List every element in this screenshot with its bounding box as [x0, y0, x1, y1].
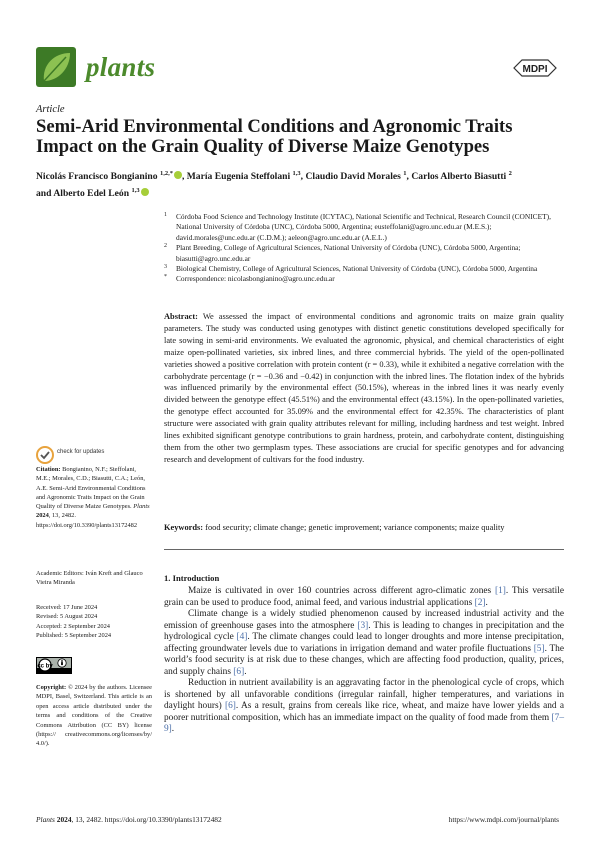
citation-journal: Plants [133, 503, 150, 511]
author-name: Carlos Alberto Biasutti [411, 171, 507, 183]
affiliation-number: 2 [164, 243, 167, 250]
author-affil-sup: 1 [403, 170, 407, 177]
copyright-notice [36, 683, 152, 749]
author-affil-sup: 1,3 [131, 187, 140, 195]
citation-link[interactable]: [6] [225, 701, 236, 711]
paragraph-text: . This is leading to changes in precipitation and the hydrological cycle [164, 620, 565, 642]
citation-link[interactable]: [7–9] [164, 712, 564, 734]
paragraph [164, 678, 564, 736]
affiliation-text: Córdoba Food Science and Technology Institute (ICYTAC), National Scientific and Technical, Research Council (CONICET), National University of Córdoba (UNC), Córdoba 5000, Argentina; eusteffolani@agro.unc.edu.ar (M.E.S.); david.morales@unc.edu.ar (C.D.M.); aeleon@agro.unc.edu.ar (A.E.L.) [176, 212, 551, 242]
abstract-label: Abstract: [164, 312, 198, 321]
cc-badge-text: cc by [37, 663, 53, 670]
paragraph-text: . [171, 724, 175, 734]
citation-doi[interactable]: , 13, 2482. https://doi.org/10.3390/plants13172482 [36, 512, 138, 529]
date-published: Published: 5 September 2024 [36, 631, 112, 639]
author-affil-sup: 1,2,* [159, 170, 173, 177]
date-revised: Revised: 5 August 2024 [36, 613, 98, 621]
check-updates-text: check for updates [57, 449, 105, 455]
footer-journal: Plants [36, 815, 55, 824]
citation-link[interactable]: [6] [233, 666, 245, 677]
copyright-text: © 2024 by the authors. Licensee MDPI, Basel, Switzerland. This article is an open access article distributed under the terms and conditions of the Creative Commons Attribution (CC BY) license (https:// creativecommons.org/licenses/by/ 4.0/). [36, 684, 152, 748]
section-divider [164, 549, 564, 550]
author-list: Nicolás Francisco Bongianino $^{1,2,*}$ , María Eugenia Steffolani $^{1,3}$, Claudio David Morales $^1$, Carlos Alberto Biasutti $^2$ and Alberto Edel León $^{1,3}$ [36, 170, 512, 200]
paragraph-text: Reduction in nutrient availability is an aggravating factor in the phenological cycle of crops, which is shortened by all unfavorable conditions (irregular rainfall, higher temperatures, and variations in daylight hours) [164, 678, 564, 711]
plants-leaf-logo-icon [36, 47, 76, 87]
affiliation-text: Biological Chemistry, College of Agricultural Sciences, National University of Córdoba (UNC), Córdoba 5000, Argentina [176, 264, 538, 274]
abstract [164, 311, 564, 466]
check-for-updates-badge[interactable] [36, 444, 106, 466]
affiliations [164, 212, 564, 285]
orcid-icon[interactable] [174, 171, 182, 179]
abstract-text: We assessed the impact of environmental conditions and agronomic traits on maize grain quality parameters. The study was conducted using genotypes with distinct genetic constitutions developed specifically for late sowing in semi-arid environments. We evaluated the agronomic, physical, and chemical characteristics of eight maize open-pollinated varieties, six inbred lines, and three commercial hybrids. The yield of the open-pollinated varieties showed a positive correlation with protein content (r = 0.33), while it exhibited a negative correlation with the carbohydrate percentage (r = −0.36 and −0.42) in conjunction with the inbred lines. The flotation index of the hybrids was influenced primarily by the environmental effect (50.15%), whereas in the inbred lines it was nearly evenly divided between the genotype effect (45.51%) and the environmental effect (43.15%). In the open-pollinated varieties, the genotype effect accounted for 35.09% and the environmental effect for 42.35%. The characteristics of plant structure were associated with grain quality attributes relevant for milling, including hardness and test weight. Inbred lines exhibited significant genotype contributions to grain hardness, protein, and carbohydrate content, distinguishing them from the other two germplasm types. These associations are crucial for specific genotypes and for advancing research and development of cultivars for the food industry. [164, 312, 564, 464]
paragraph [164, 586, 564, 609]
affiliation-item [164, 212, 564, 243]
mdpi-logo-icon [512, 57, 558, 81]
article-title: Semi-Arid Environmental Conditions and Agronomic Traits Impact on the Grain Quality of Diverse Maize Genotypes [36, 116, 513, 157]
paragraph-text: Maize is cultivated in over 160 countries across different agro-climatic zones [188, 586, 496, 596]
citation-link[interactable]: [3] [357, 620, 369, 631]
section-heading-introduction: 1. Introduction [164, 573, 220, 583]
citation-link[interactable]: [5] [533, 643, 545, 654]
citation-label: Citation: [36, 466, 61, 473]
journal-name: plants [86, 52, 156, 82]
author-affil-sup: 1,3 [292, 170, 301, 177]
paragraph [164, 609, 564, 678]
paragraph-text: . [485, 597, 488, 608]
affiliation-text: Plant Breeding, College of Agricultural Sciences, National University of Córdoba (UNC), Córdoba 5000, Argentina; biasutti@agro.unc.edu.ar [176, 243, 521, 263]
author-name: Alberto Edel León [53, 188, 130, 200]
copyright-label: Copyright: [36, 684, 67, 691]
affiliation-item [164, 274, 564, 284]
author-name: Claudio David Morales [305, 171, 401, 183]
keywords [164, 522, 564, 534]
citation-link[interactable]: [4] [236, 632, 248, 642]
paragraph-text: . As a result, grains from cereals like rice, wheat, and maize have lower yields and a poorer nutritional composition, which has an immediate impact on the quality of food made from them [164, 701, 565, 723]
mdpi-logo-text: MDPI [522, 64, 548, 75]
keywords-text: food security; climate change; genetic improvement; variance components; maize quality [205, 523, 505, 532]
citation-link[interactable]: [1] [495, 586, 506, 596]
academic-editors: Academic Editors: Iván Kreft and Glauco Vieira Miranda [36, 570, 143, 587]
paragraph-text: Climate change is a widely studied phenomenon caused by increased industrial activity and the emission of greenhouse gases into the atmosphere [164, 609, 564, 631]
paragraph-text: . The climate changes could lead to longer droughts and more intense precipitation, affecting groundwater levels due to variations in irrigation demand and water profile fluctuations [164, 632, 564, 654]
paragraph-text: . The world’s food security is at risk due to these changes, which are affecting food production, quality, prices, and supply chains [164, 643, 564, 677]
paragraph-text: . This versatile grain can be used to produce food, animal feed, and various industrial applications [164, 586, 564, 608]
affiliation-item [164, 264, 564, 274]
paragraph-text: . [244, 666, 247, 677]
cc-by-license-icon[interactable] [36, 657, 72, 674]
article-type: Article [36, 104, 65, 115]
introduction-body [164, 586, 564, 736]
date-accepted: Accepted: 2 September 2024 [36, 622, 111, 630]
footer-year: 2024 [56, 815, 72, 824]
affiliation-item [164, 243, 564, 264]
footer-journal-url[interactable]: https://www.mdpi.com/journal/plants [448, 815, 559, 824]
affiliation-number: * [164, 274, 167, 281]
citation-link[interactable]: [2] [474, 597, 486, 608]
keywords-label: Keywords: [164, 523, 204, 532]
author-name: María Eugenia Steffolani [186, 171, 291, 183]
publication-dates [36, 603, 152, 640]
affiliation-number: 3 [164, 264, 167, 271]
orcid-icon[interactable] [141, 188, 149, 196]
affiliation-number: 1 [164, 212, 167, 218]
affiliation-text: Correspondence: nicolasbongianino@agro.unc.edu.ar [176, 274, 335, 284]
date-received: Received: 17 June 2024 [36, 604, 98, 611]
author-name: Nicolás Francisco Bongianino [36, 171, 158, 183]
footer-citation [36, 815, 222, 824]
citation-text: Bongianino, N.F.; Steffolani, M.E.; Morales, C.D.; Biasutti, C.A.; León, A.E. Semi-Arid Environmental Conditions and Agronomic Traits Impact on the Grain Quality of Diverse Maize Genotypes. [36, 466, 146, 511]
citation-year: 2024 [36, 512, 49, 520]
citation [36, 465, 152, 530]
author-affil-sup: 2 [508, 170, 512, 177]
footer-doi[interactable]: , 13, 2482. https://doi.org/10.3390/plants13172482 [71, 815, 222, 824]
